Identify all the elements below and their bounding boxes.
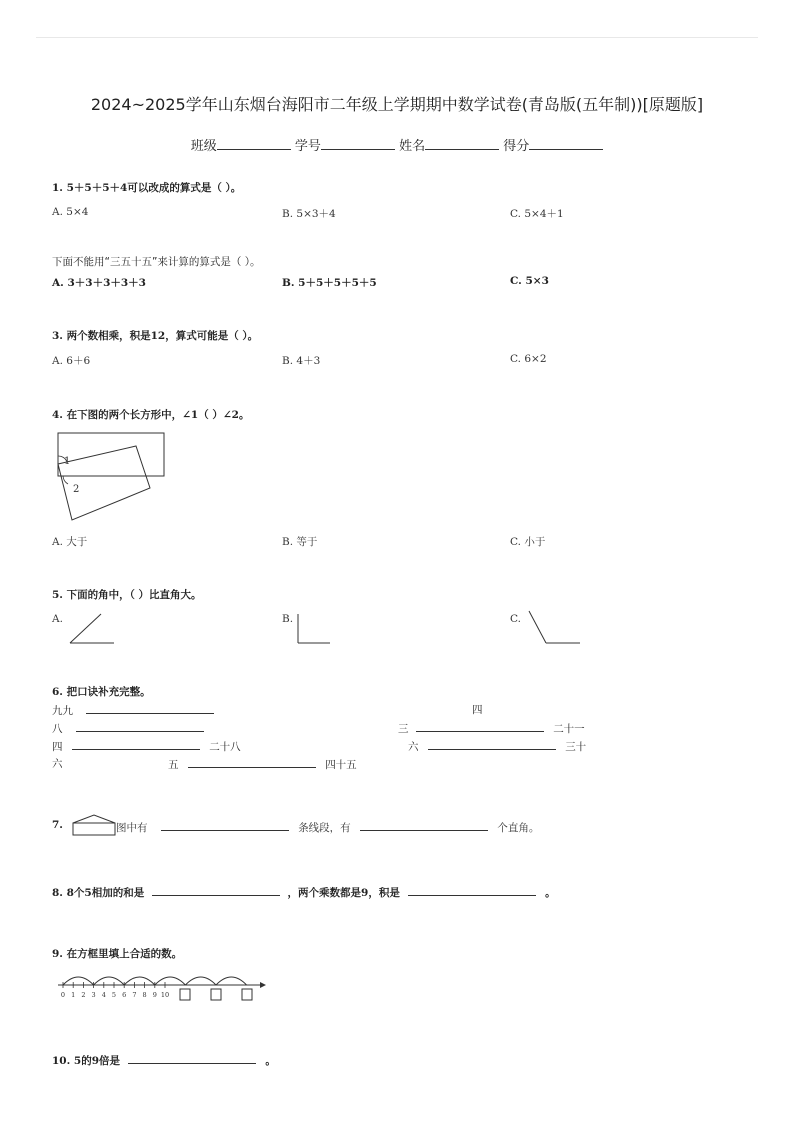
q3-option-c[interactable]: C. 6×2 (510, 353, 547, 365)
house-shape-figure (72, 814, 116, 836)
q7-blank-2[interactable] (360, 819, 488, 831)
jump-arc (155, 977, 186, 985)
question-9: 9. 在方框里填上合适的数。 (52, 948, 183, 960)
question-8: 8. 8个5相加的和是 ，两个乘数都是9，积是 。 (52, 884, 556, 900)
score-blank[interactable] (529, 137, 603, 150)
q6-row-4-left: 六 (52, 758, 63, 770)
q3-option-a[interactable]: A. 6＋6 (52, 355, 91, 367)
q5-option-a[interactable]: A. (52, 613, 63, 625)
question-3: 3. 两个数相乘，积是12，算式可能是（ ）。 (52, 330, 259, 342)
question-6: 6. 把口诀补充完整。 (52, 686, 151, 698)
q6-row-1: 九九 (52, 702, 214, 718)
question-7-number: 7. (52, 819, 63, 831)
number-line-tick-label: 3 (91, 991, 96, 999)
name-blank[interactable] (425, 137, 499, 150)
class-blank[interactable] (217, 137, 291, 150)
q5-option-c[interactable]: C. (510, 613, 521, 625)
q1-option-a[interactable]: A. 5×4 (52, 206, 89, 218)
q1-option-b[interactable]: B. 5×3＋4 (282, 208, 336, 220)
q5-option-b[interactable]: B. (282, 613, 294, 625)
q6-row-1-right: 四 (472, 704, 483, 716)
right-angle-figure (296, 612, 332, 646)
top-rule (36, 37, 758, 38)
name-label: 姓名 (399, 139, 426, 154)
q3-option-b[interactable]: B. 4＋3 (282, 355, 321, 367)
q4-option-c[interactable]: C. 小于 (510, 536, 546, 548)
q6-row-3: 四 二十八 (52, 738, 241, 754)
number-line-tick-label: 4 (101, 991, 106, 999)
acute-angle-figure (68, 612, 116, 646)
number-line-tick-label: 7 (132, 991, 137, 999)
obtuse-angle-figure (526, 609, 582, 645)
question-10: 10. 5的9倍是 。 (52, 1052, 276, 1068)
q7-blank-1[interactable] (161, 819, 289, 831)
answer-box-2[interactable] (211, 989, 221, 1000)
question-4: 4. 在下图的两个长方形中，∠1（ ）∠2。 (52, 409, 250, 421)
q6-blank-5[interactable] (428, 738, 556, 750)
q2-option-b[interactable]: B. 5＋5＋5＋5＋5 (282, 277, 377, 289)
angle-2-label: 2 (73, 484, 80, 495)
question-1: 1. 5＋5＋5＋4可以改成的算式是（ ）。 (52, 182, 242, 194)
q2-option-a[interactable]: A. 3＋3＋3＋3＋3 (52, 277, 146, 289)
question-5: 5. 下面的角中，（ ）比直角大。 (52, 589, 202, 601)
student-id-label: 学号 (294, 139, 321, 154)
q6-row-3-right: 六 三十 (408, 738, 586, 754)
jump-arc (185, 977, 216, 985)
q6-blank-4[interactable] (72, 738, 200, 750)
jump-arc (94, 977, 125, 985)
jump-arc (124, 977, 155, 985)
q2-option-c[interactable]: C. 5×3 (510, 275, 549, 287)
question-7: 图中有 条线段，有 个直角。 (116, 819, 539, 835)
page-title: 2024~2025学年山东烟台海阳市二年级上学期期中数学试卷(青岛版(五年制))[原题版] (90, 95, 704, 114)
number-line-tick-label: 8 (142, 991, 147, 999)
number-line-tick-label: 0 (60, 991, 66, 999)
number-line-tick-label: 9 (152, 991, 157, 999)
student-id-blank[interactable] (321, 137, 395, 150)
number-line-tick-label: 2 (81, 991, 86, 999)
q1-option-c[interactable]: C. 5×4＋1 (510, 208, 564, 220)
jump-arc (216, 977, 247, 985)
q4-option-a[interactable]: A. 大于 (52, 536, 88, 548)
q8-blank-1[interactable] (152, 884, 280, 896)
q6-blank-3[interactable] (416, 720, 544, 732)
answer-box-1[interactable] (180, 989, 190, 1000)
score-label: 得分 (503, 139, 530, 154)
q6-blank-6[interactable] (188, 756, 316, 768)
q8-blank-2[interactable] (408, 884, 536, 896)
q6-row-4: 五 四十五 (168, 756, 357, 772)
student-info-row (0, 135, 794, 154)
q6-blank-2[interactable] (76, 720, 204, 732)
q6-row-2: 八 (52, 720, 204, 736)
number-line-tick-label: 5 (111, 991, 117, 999)
number-line-figure (56, 968, 266, 1004)
q6-row-2-right: 三 二十一 (398, 720, 585, 736)
two-rectangles-figure (56, 430, 168, 525)
number-line-tick-label: 6 (122, 991, 127, 999)
class-label: 班级 (190, 139, 217, 154)
number-line-tick-label: 1 (71, 991, 76, 999)
angle-1-label: 1 (64, 456, 71, 467)
q6-blank-1[interactable] (86, 702, 214, 714)
q4-option-b[interactable]: B. 等于 (282, 536, 318, 548)
q10-blank[interactable] (128, 1052, 256, 1064)
answer-box-3[interactable] (242, 989, 252, 1000)
jump-arc (63, 977, 94, 985)
number-line-tick-label: 10 (160, 991, 170, 999)
question-2: 下面不能用“三五十五”来计算的算式是（ ）。 (52, 256, 261, 268)
